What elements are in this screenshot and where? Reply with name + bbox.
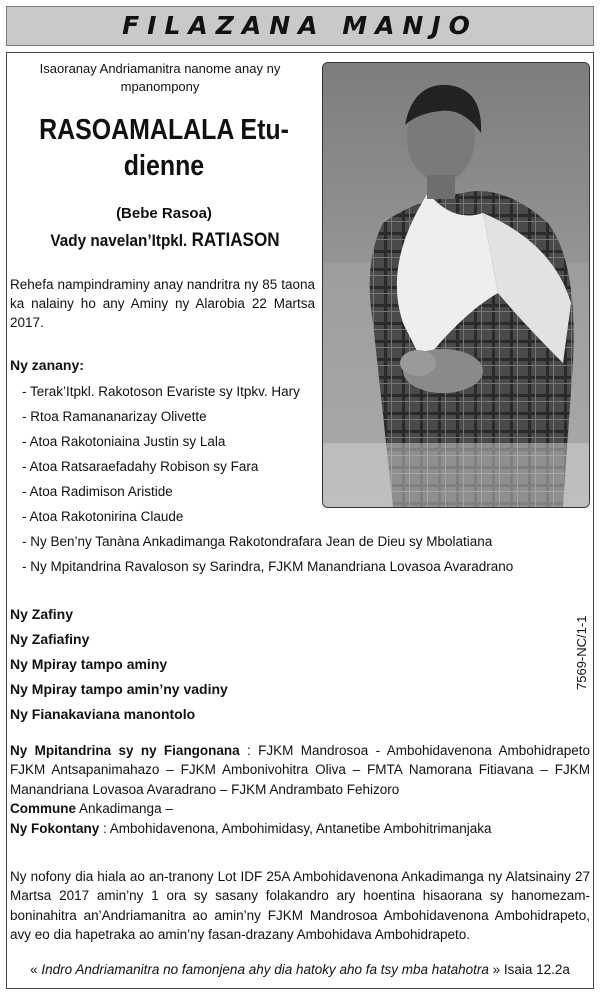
kin-list [10, 604, 228, 729]
reference-code: 7569-NC/1-1 [574, 615, 589, 690]
list-item: Ny Zafiny [10, 606, 74, 622]
fokontany-text: : Ambohidavenona, Ambohimidasy, Antanetibe Ambohitrimanjaka [99, 820, 492, 836]
church-section [10, 741, 590, 838]
spouse-prefix: Vady navelan’Itpkl. [50, 231, 188, 250]
deceased-name [35, 112, 293, 184]
list-item: - Atoa Rakotoniaina Justin sy Lala [22, 434, 226, 449]
list-item: Ny Mpiray tampo aminy [10, 656, 168, 672]
funeral-details: Ny nofony dia hiala ao an-tranony Lot IDF 25A Ambohidavenona Ankadimanga ny Alatsinainy 27 Martsa 2017 amin’ny 1 ora sy sasany folakandro ary hoentina hisaorana sy hanomezam-boninahitra an’Andriamanitra ao amin’ny FJKM Mandrosoa Ambohidavenona Ambohidrapeto, avy eo dia hapetraka ao amin’ny fasan-drazany Ambohidava Ambohidrapeto. [10, 869, 590, 943]
commune-text: Ankadimanga – [76, 801, 173, 817]
quote-open: « [30, 962, 42, 977]
list-item: Ny Fianakaviana manontolo [10, 706, 196, 722]
quote-reference: Isaia 12.2a [500, 962, 570, 977]
commune-label: Commune [10, 801, 77, 817]
church-label: Ny Mpitandrina sy ny Fiangonana [10, 743, 240, 758]
quote-close: » [488, 962, 501, 977]
header-title: FILAZANA MANJO [122, 11, 478, 40]
nickname: (Bebe Rasoa) [116, 205, 212, 222]
list-item: - Rtoa Ramananarizay Olivette [22, 409, 207, 424]
list-item: - Ny Mpitandrina Ravaloson sy Sarindra, FJKM Manandriana Lovasoa Avaradrano [22, 559, 514, 574]
header-banner [6, 6, 594, 46]
list-item: - Atoa Radimison Aristide [22, 484, 173, 499]
scripture-quote [10, 962, 590, 977]
spouse-line [17, 230, 314, 252]
death-announcement: Rehefa nampindraminy anay nandritra ny 85 taona ka nalainy ho any Aminy ny Alarobia 22 Martsa 2017. [10, 277, 315, 330]
quote-text: Indro Andriamanitra no famonjena ahy dia hatoky aho fa tsy mba hatahotra [41, 962, 489, 977]
deceased-name-line2: dienne [123, 150, 205, 182]
list-item: - Atoa Rakotonirina Claude [22, 509, 184, 524]
fokontany-label: Ny Fokontany [10, 820, 100, 836]
list-item: Ny Mpiray tampo amin’ny vadiny [10, 681, 228, 697]
list-item: - Atoa Ratsaraefadahy Robison sy Fara [22, 459, 259, 474]
church-text: : FJKM Mandrosoa - Ambohidavenona Ambohidrapeto FJKM Antsapanimahazo – FJKM Ambonivohitra Oliva – FMTA Namorana Fitiavana – FJKM Manandriana Lovasoa Avaradrano – FJKM Andrambato Fehizoro [10, 743, 590, 797]
list-item: - Ny Ben’ny Tanàna Ankadimanga Rakotondrafara Jean de Dieu sy Mbolatiana [22, 534, 493, 549]
list-item: - Terak’Itpkl. Rakotoson Evariste sy Itpkv. Hary [22, 384, 300, 399]
intro-text: Isaoranay Andriamanitra nanome anay ny mpanompony [39, 61, 281, 94]
children-heading: Ny zanany: [10, 357, 84, 373]
list-item: Ny Zafiafiny [10, 631, 90, 647]
deceased-name-line1: RASOAMALALA Etu- [39, 114, 289, 146]
children-list [22, 382, 513, 582]
spouse-name: RATIASON [191, 230, 280, 251]
